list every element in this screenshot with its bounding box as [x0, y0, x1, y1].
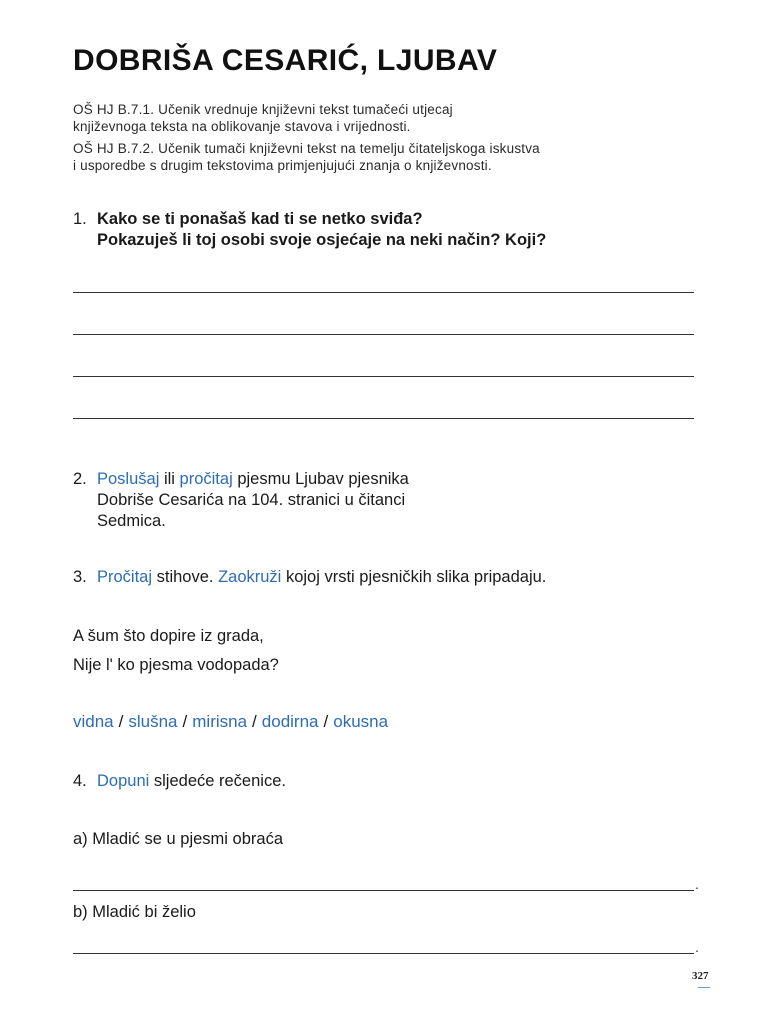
answer-line-4[interactable]: [73, 418, 694, 419]
choice-gustatory[interactable]: okusna: [333, 712, 389, 731]
question-2-number: 2.: [73, 470, 87, 488]
question-4: [73, 771, 733, 792]
complete-instruction: Dopuni: [97, 772, 150, 790]
page-title: DOBRIŠA CESARIĆ, LJUBAV: [73, 44, 498, 77]
outcome-2-line-2: i usporedbe s drugim tekstovima primjenjujući znanja o književnosti.: [73, 158, 492, 173]
choice-olfactory[interactable]: mirisna: [192, 712, 248, 731]
question-3-rest: kojoj vrsti pjesničkih slika pripadaju.: [281, 568, 547, 586]
answer-line-b-dot: .: [695, 939, 699, 955]
answer-line-a[interactable]: [73, 890, 694, 891]
choice-separator: /: [323, 712, 329, 731]
question-2-rest: pjesmu Ljubav pjesnika: [232, 470, 409, 488]
choice-separator: /: [182, 712, 188, 731]
listen-instruction: Poslušaj: [97, 470, 160, 488]
read-instruction-2: Pročitaj: [97, 568, 153, 586]
answer-line-2[interactable]: [73, 334, 694, 335]
question-2-line-3: Sedmica.: [97, 512, 166, 530]
verse-line-1: A šum što dopire iz grada,: [73, 627, 264, 645]
page-number-mark: [698, 987, 710, 988]
read-instruction: pročitaj: [179, 470, 233, 488]
question-1-line-2: Pokazuješ li toj osobi svoje osjećaje na neki način? Koji?: [97, 231, 547, 249]
page-number: 327: [692, 970, 709, 982]
choice-visual[interactable]: vidna: [73, 712, 114, 731]
sentence-a: a) Mladić se u pjesmi obraća: [73, 830, 284, 848]
question-2: [73, 469, 733, 532]
question-1: [73, 209, 733, 251]
question-4-rest: sljedeće rečenice.: [149, 772, 286, 790]
choice-separator: /: [118, 712, 124, 731]
choice-tactile[interactable]: dodirna: [261, 712, 319, 731]
outcome-1-line-1: OŠ HJ B.7.1. Učenik vrednuje književni tekst tumačeći utjecaj: [73, 102, 453, 117]
answer-line-b[interactable]: [73, 953, 694, 954]
outcome-2-line-1: OŠ HJ B.7.2. Učenik tumači književni tekst na temelju čitateljskoga iskustva: [73, 141, 540, 156]
sentence-b: b) Mladić bi želio: [73, 903, 196, 921]
question-1-number: 1.: [73, 210, 87, 228]
outcome-1-line-2: književnoga teksta na oblikovanje stavova i vrijednosti.: [73, 119, 411, 134]
answer-line-a-dot: .: [695, 876, 699, 892]
learning-outcome-1: [73, 101, 713, 135]
answer-line-1[interactable]: [73, 292, 694, 293]
imagery-choices: [73, 712, 388, 732]
choice-auditory[interactable]: slušna: [128, 712, 178, 731]
answer-line-3[interactable]: [73, 376, 694, 377]
verse-line-2: Nije l' ko pjesma vodopada?: [73, 656, 279, 674]
question-3-number: 3.: [73, 568, 87, 586]
learning-outcome-2: [73, 140, 713, 174]
question-2-line-2: Dobriše Cesarića na 104. stranici u čitanci: [97, 491, 406, 509]
question-3: [73, 567, 733, 588]
circle-instruction: Zaokruži: [218, 568, 282, 586]
question-4-number: 4.: [73, 772, 87, 790]
question-1-line-1: Kako se ti ponašaš kad ti se netko sviđa?: [97, 210, 423, 228]
question-2-or: ili: [159, 470, 180, 488]
question-3-mid: stihove.: [152, 568, 219, 586]
choice-separator: /: [252, 712, 257, 731]
